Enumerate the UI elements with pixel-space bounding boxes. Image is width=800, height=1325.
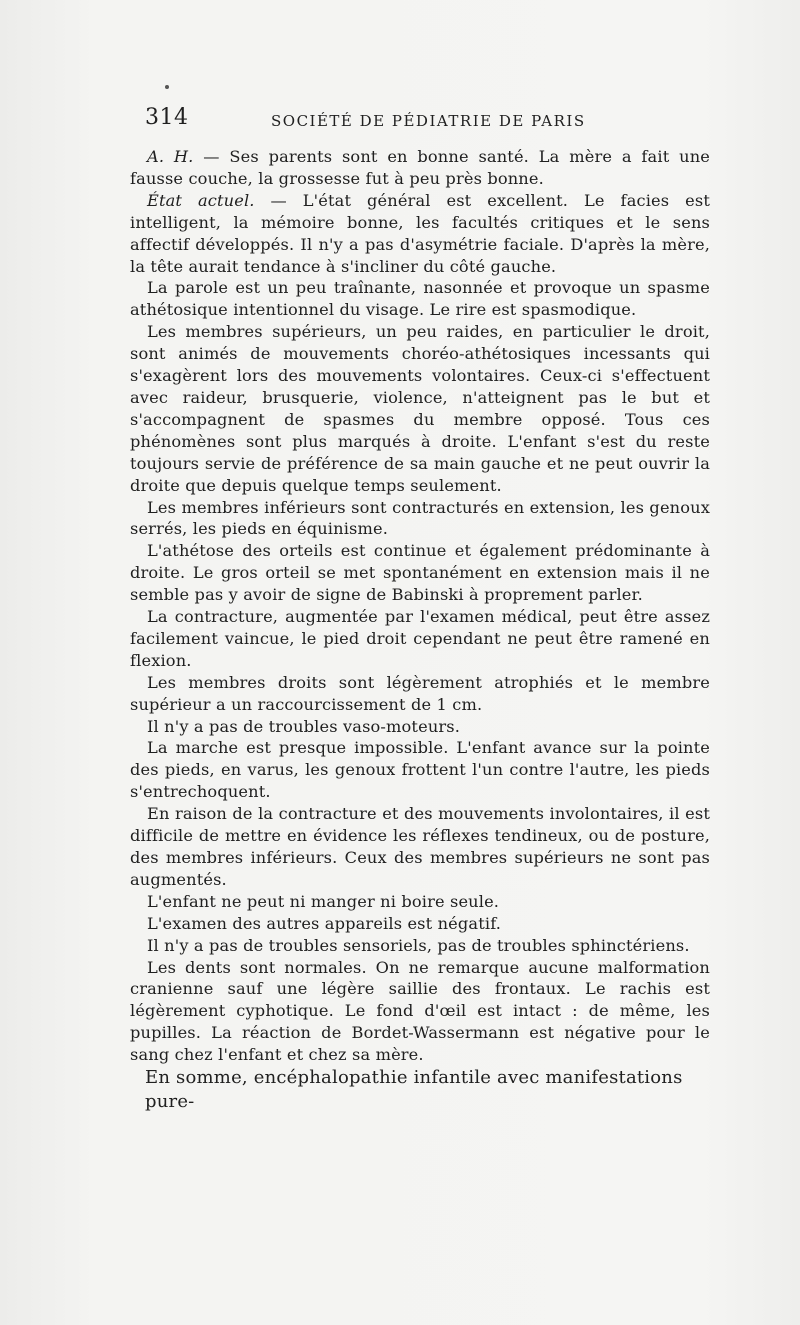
paragraph-family-history xyxy=(130,146,710,190)
paragraph-text: Les membres supérieurs, un peu raides, en particulier le droit, sont animés de mouvements choréo-athétosiques incessants qui s'exagèrent lors des mouvements volontaires. Ceux-ci s'effectuent avec raideur, brusquerie, violence, n'atteignent pas le but et s'accompagnent de spasmes du membre opposé. Tous ces phénomènes sont plus marqués à droite. L'enfant s'est du reste toujours servie de préférence de sa main gauche et ne peut ouvrir la droite que depuis quelque temps seulement. xyxy=(130,322,710,495)
paragraph-text: La parole est un peu traînante, nasonnée et provoque un spasme athétosique intentionnel du visage. Le rire est spasmodique. xyxy=(130,278,710,320)
paragraph-text: En raison de la contracture et des mouvements involontaires, il est difficile de mettre en évidence les réflexes tendineux, ou de posture, des membres inférieurs. Ceux des membres supérieurs ne sont pas augmentés. xyxy=(130,804,710,889)
summary-line: En somme, encéphalopathie infantile avec manifestations pure- xyxy=(145,1067,683,1112)
paragraph-gait xyxy=(130,737,710,803)
paragraph-text: L'examen des autres appareils est négatif. xyxy=(147,913,502,933)
case-initials: A. H. xyxy=(147,147,194,166)
paragraph-lower-limbs xyxy=(130,497,710,541)
paragraph-speech xyxy=(130,277,710,321)
paragraph-text: Les membres inférieurs sont contracturés en extension, les genoux serrés, les pieds en équinisme. xyxy=(130,497,710,539)
paragraph-text: Il n'y a pas de troubles vaso-moteurs. xyxy=(147,716,461,736)
paragraph-atrophy xyxy=(130,672,710,716)
paragraph-other-systems xyxy=(130,913,710,935)
paragraph-text: L'athétose des orteils est continue et également prédominante à droite. Le gros orteil se met spontanément en extension mais il ne semble pas y avoir de signe de Babinski à proprement parler. xyxy=(130,541,710,605)
paragraph-text: — L'état général est excellent. Le facies est intelligent, la mémoire bonne, les facultés critiques et le sens affectif développés. Il n'y a pas d'asymétrie faciale. D'après la mère, la tête aurait tendance à s'incliner du côté gauche. xyxy=(130,190,710,276)
journal-title: SOCIÉTÉ DE PÉDIATRIE DE PARIS xyxy=(271,112,586,130)
paragraph-text: Il n'y a pas de troubles sensoriels, pas de troubles sphinctériens. xyxy=(147,935,690,955)
page-number: 314 xyxy=(145,105,189,130)
paragraph-current-state xyxy=(130,190,710,278)
ink-dot xyxy=(165,85,169,89)
paragraph-toes xyxy=(130,540,710,606)
paragraph-text: — Ses parents sont en bonne santé. La mère a fait une fausse couche, la grossesse fut à peu près bonne. xyxy=(130,147,710,188)
paragraph-sensory xyxy=(130,935,710,957)
paragraph-text: La marche est presque impossible. L'enfant avance sur la pointe des pieds, en varus, les genoux frottent l'un contre l'autre, les pieds s'entrechoquent. xyxy=(130,738,710,802)
body-text xyxy=(130,146,710,1066)
running-head xyxy=(145,104,711,134)
section-heading: État actuel. xyxy=(147,190,255,210)
paragraph-text: Les dents sont normales. On ne remarque aucune malformation cranienne sauf une légère saillie des frontaux. Le rachis est légèrement cyphotique. Le fond d'œil est intact : de même, les pupilles. La réaction de Bordet-Wassermann est négative pour le sang chez l'enfant et chez sa mère. xyxy=(130,957,710,1065)
paragraph-reflexes xyxy=(130,803,710,891)
paragraph-upper-limbs xyxy=(130,321,710,496)
paragraph-text: Les membres droits sont légèrement atrophiés et le membre supérieur a un raccourcissement de 1 cm. xyxy=(130,672,710,714)
paragraph-text: La contracture, augmentée par l'examen médical, peut être assez facilement vaincue, le pied droit cependant ne peut être ramené en flexion. xyxy=(130,607,710,670)
paragraph-teeth-skull xyxy=(130,957,710,1067)
paragraph-text: L'enfant ne peut ni manger ni boire seule. xyxy=(147,891,500,911)
paragraph-contracture xyxy=(130,606,710,672)
paragraph-eating xyxy=(130,891,710,913)
paragraph-vasomotor xyxy=(130,716,710,738)
